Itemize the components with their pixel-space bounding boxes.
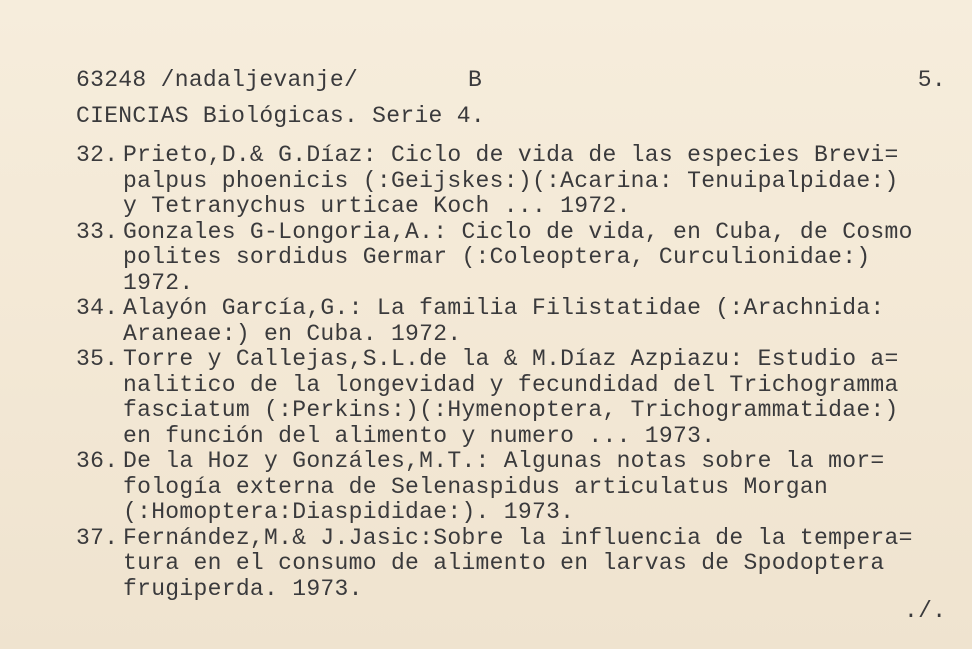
entry-line: 1972. <box>123 269 194 296</box>
entry-line: Alayón García,G.: La familia Filistatidae (:Arachnida: <box>123 295 885 321</box>
entry-number: 33. <box>76 218 119 245</box>
bibliography-entry <box>76 220 972 297</box>
entry-number: 32. <box>76 142 119 168</box>
entry-line: (:Homoptera:Diaspididae:). 1973. <box>123 499 575 525</box>
entry-line: De la Hoz y Gonzáles,M.T.: Algunas notas sobre la mor= <box>123 448 885 474</box>
entry-line: polites sordidus Germar (:Coleoptera, Curculionidae:) <box>123 244 871 270</box>
entry-line: Fernández,M.& J.Jasic:Sobre la influencia de la tempera= <box>123 524 913 551</box>
entry-line: Torre y Callejas,S.L.de la & M.Díaz Azpiazu: Estudio a= <box>123 346 899 372</box>
entry-line: Araneae:) en Cuba. 1972. <box>123 320 462 347</box>
entry-line: Prieto,D.& G.Díaz: Ciclo de vida de las especies Brevi= <box>123 142 899 168</box>
subject-heading: CIENCIAS Biológicas. Serie 4. <box>76 103 485 129</box>
bibliography-entry <box>76 449 972 526</box>
entry-line: fasciatum (:Perkins:)(:Hymenoptera, Trichogrammatidae:) <box>123 397 899 423</box>
entry-line: Gonzales G-Longoria,A.: Ciclo de vida, en Cuba, de Cosmo <box>123 218 913 245</box>
bibliography-entry <box>76 526 972 603</box>
bibliography-entry <box>76 296 972 347</box>
entry-line: frugiperda. 1973. <box>123 575 363 602</box>
entry-line: nalitico de la longevidad y fecundidad del Trichogramma <box>123 371 899 398</box>
entry-line: y Tetranychus urticae Koch ... 1972. <box>123 193 631 219</box>
entry-line: palpus phoenicis (:Geijskes:)(:Acarina: Tenuipalpidae:) <box>123 167 899 194</box>
section-letter: B <box>468 67 483 93</box>
entry-line: fología externa de Selenaspidus articulatus Morgan <box>123 473 829 500</box>
continuation-mark: ./. <box>904 598 947 624</box>
card-header <box>76 68 946 94</box>
entry-number: 35. <box>76 346 119 372</box>
entry-number: 34. <box>76 295 119 321</box>
card-number: 5. <box>917 67 946 93</box>
entry-line: tura en el consumo de alimento en larvas de Spodoptera <box>123 550 885 576</box>
call-number: 63248 /nadaljevanje/ <box>76 67 359 93</box>
entry-number: 36. <box>76 448 119 474</box>
bibliography-entry <box>76 143 972 220</box>
bibliography-list <box>76 143 972 602</box>
bibliography-entry <box>76 347 972 449</box>
entry-line: en función del alimento y numero ... 1973. <box>123 422 716 449</box>
entry-number: 37. <box>76 524 119 551</box>
